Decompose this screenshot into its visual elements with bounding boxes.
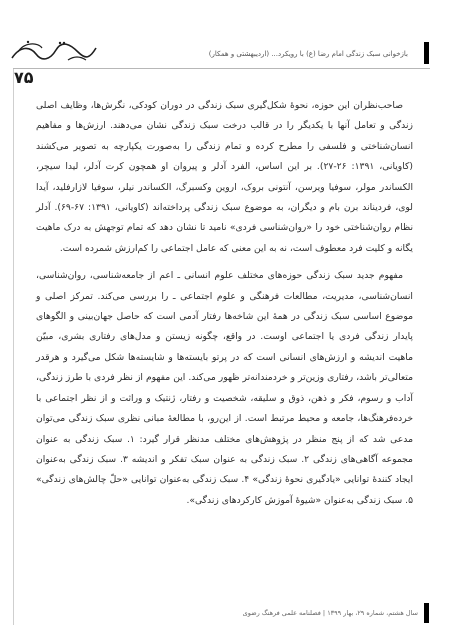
paragraph-1: صاحب‌نظران این حوزه، نحوۀ شکل‌گیری سبک زندگی در دوران کودکی، نگرش‌ها، وظایف اصلی زندگی و تعامل آنها با یکدیگر را در قالب درخت سبک زندگی نشان می‌دهند. ارزش‌ها و مفاهیم انسان‌شناختی و فلسفی را مطرح کرده و تمام زندگی را به‌صورت یکپارچه به تصویر می‌کشند (کاویانی، ۱۳۹۱: ۲۶-۲۷). بر این اساس، الفرد آدلر و پیروان او همچون کرت آدلر، لیدا سیچر، الکساندر مولر، سوفیا ویرسن، آنتونی بروک، اروین وکسبرگ، الکساندر نیلر، سوفیا لازارفلید، آیدا لوی، فردیناند برن بام و دیگران، به موضوع سبک زندگی پرداخته‌اند (کاویانی، ۱۳۹۱: ۶۷-۶۹). آدلر نظام روان‌شناختی خود را «روان‌شناسی فردی» نامید تا نشان دهد که تمام توجهش به درک ماهیت یگانه و کلیت فرد معطوف است، نه به این معنی که عامل اجتماعی را کم‌ارزش شمرده است. — [36, 100, 413, 254]
margin-rule — [13, 69, 14, 625]
header-marker-bar — [424, 42, 429, 64]
journal-logo — [8, 38, 100, 64]
page-number: ۷۵ — [14, 68, 34, 87]
header-rule — [13, 68, 430, 69]
page-footer: سال هشتم، شماره ۲۹، بهار ۱۳۹۹ | فصلنامه علمی فرهنگ رضوی — [242, 609, 418, 617]
body-text — [36, 96, 413, 511]
running-header: بازخوانی سبک زندگی امام رضا (ع) با رویکرد... (اردیبهشتی و همکار) — [208, 50, 408, 58]
footer-marker-bar — [424, 603, 429, 623]
paragraph-2: مفهوم جدید سبک زندگی حوزه‌های مختلف علوم انسانی ـ اعم از جامعه‌شناسی، روان‌شناسی، انسان‌شناسی، مدیریت، مطالعات فرهنگی و علوم اجتماعی ـ را بررسی می‌کند. تمرکز اصلی و موضوع اساسی سبک زندگی در همۀ این شاخه‌ها رفتار آدمی است که حاصل جهان‌بینی و الگوهای پایدار زندگی فردی یا اجتماعی اوست. در واقع، چگونه زیستن و مدل‌های رفتاری بشری، مبیّن ماهیت اندیشه و ارزش‌های انسانی است که در پرتو بایسته‌ها و شایسته‌ها شکل می‌گیرد و هرقدر متعالی‌تر باشد، رفتاری وزین‌تر و خردمندانه‌تر ظهور می‌کند. این مفهوم از نظر فردی با طرز زندگی، آداب و رسوم، فکر و ذهن، ذوق و سلیقه، شخصیت و رفتار، ژنتیک و وراثت و از نظر اجتماعی با خرده‌فرهنگ‌ها، جامعه و محیط مرتبط است. از این‌رو، با مطالعۀ مبانی نظری سبک زندگی می‌توان مدعی شد که از پنج منظر در پژوهش‌های مختلف مدنظر قرار گیرد: ۱. سبک زندگی به عنوان مجموعه آگاهی‌های زندگی ۲. سبک زندگی به عنوان سبک تفکر و اندیشه ۳. سبک زندگی به‌عنوان ایجاد کنندۀ توانایی «یادگیری نحوۀ زندگی» ۴. سبک زندگی به‌عنوان توانایی «حلّ چالش‌های زندگی» ۵. سبک زندگی به‌عنوان «شیوۀ آموزش کارکردهای زندگی». — [36, 270, 413, 506]
